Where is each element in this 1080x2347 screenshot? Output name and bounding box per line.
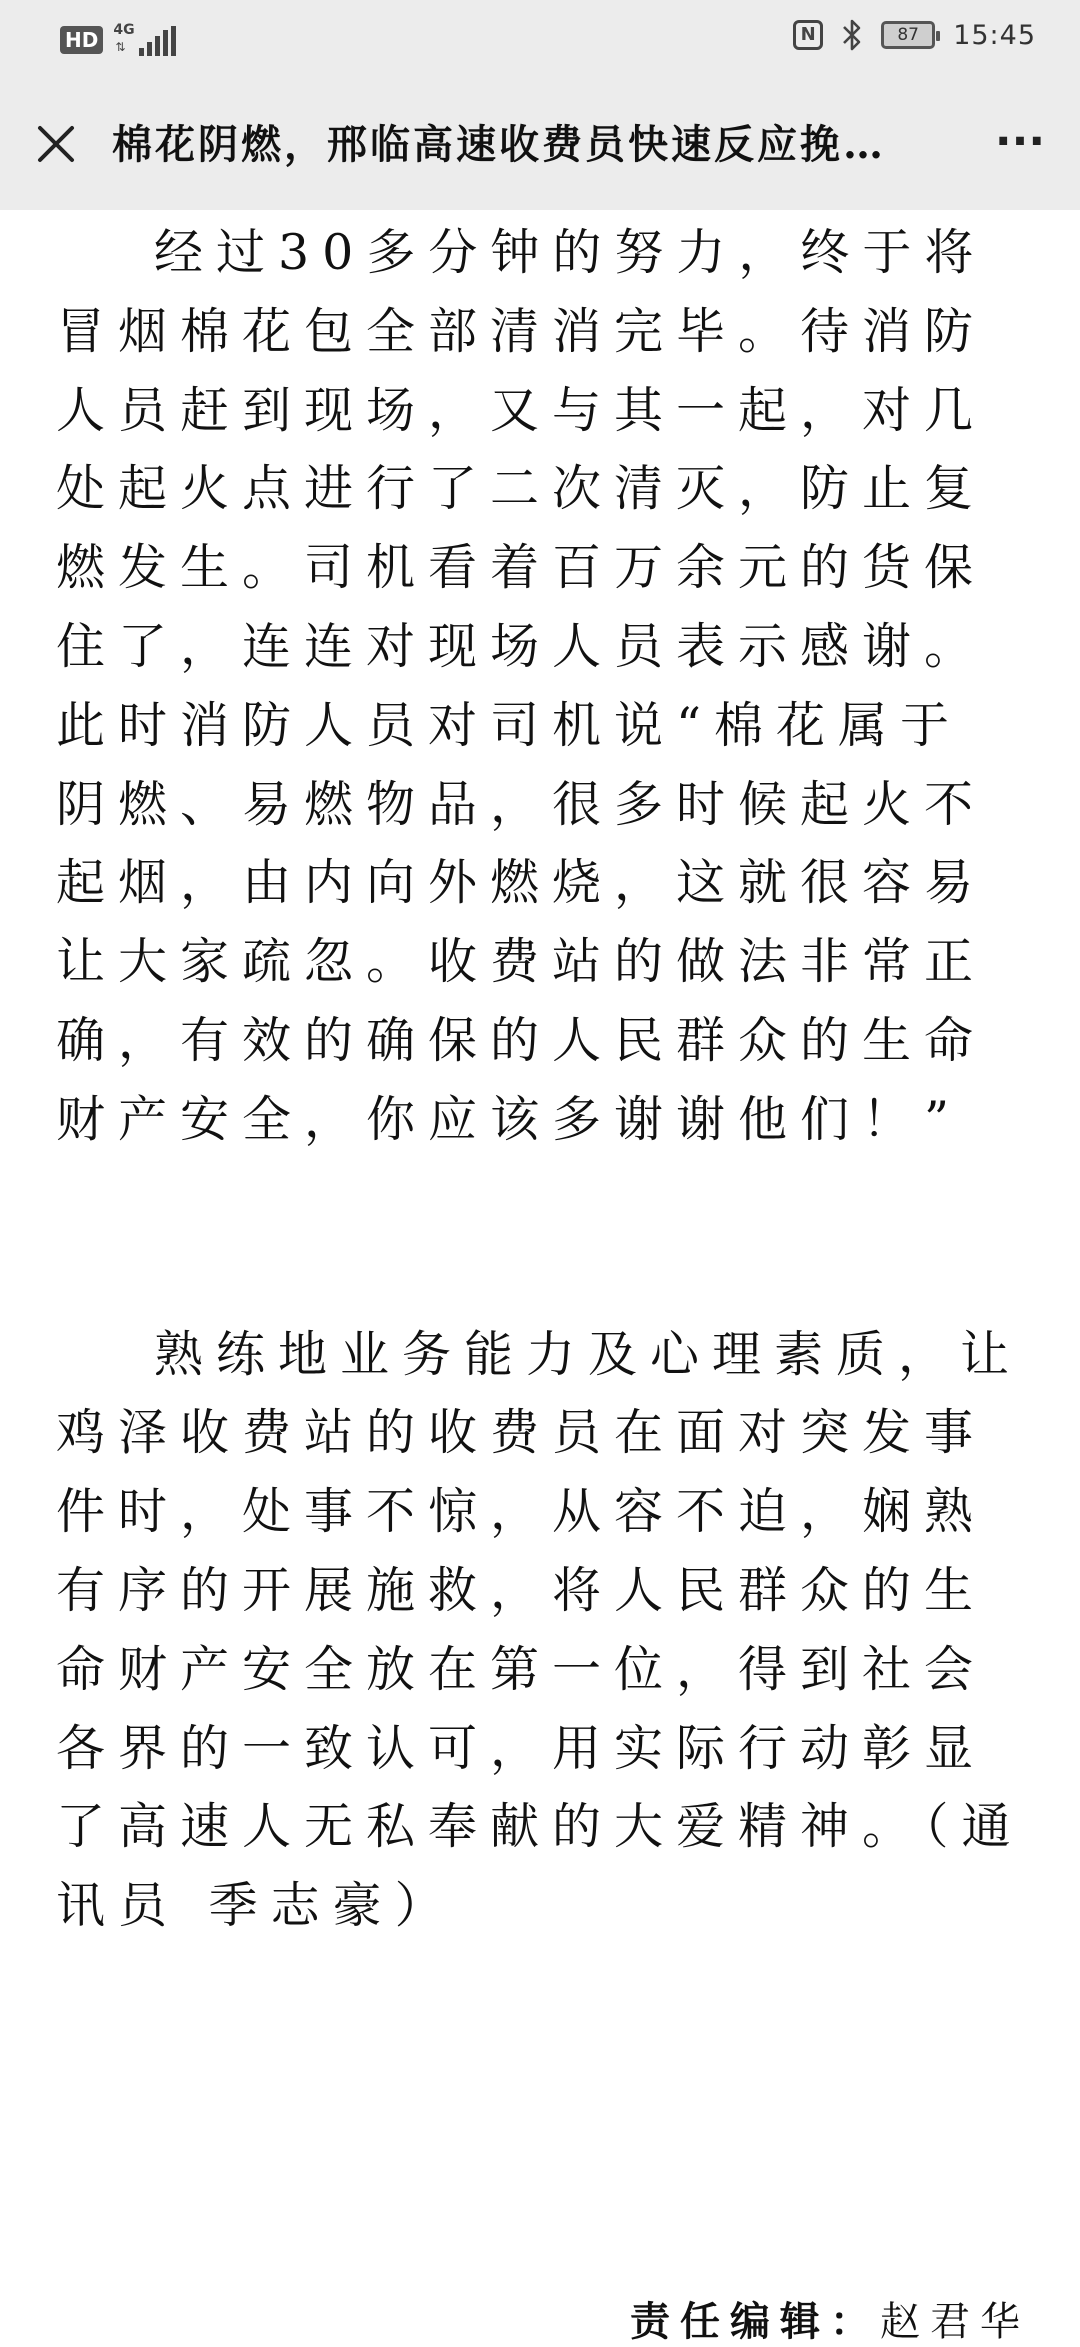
clock: 15:45 <box>953 19 1036 51</box>
title-bar <box>0 78 1080 210</box>
article-paragraph: 经过30多分钟的努力，终于将冒烟棉花包全部清消完毕。待消防人员赶到现场，又与其一起，对几处起火点进行了二次清灭，防止复燃发生。司机看着百万余元的货保住了，连连对现场人员表示感谢。此时消防人员对司机说“棉花属于阴燃、易燃物品，很多时候起火不起烟，由内向外燃烧，这就很容易让大家疏忽。收费站的做法非常正确，有效的确保的人民群众的生命财产安全，你应该多谢谢他们！” <box>56 224 987 1148</box>
data-arrows-icon: ⇅ <box>115 40 126 54</box>
bluetooth-icon <box>841 18 863 52</box>
editor-label: 责任编辑： <box>630 2298 880 2345</box>
status-left <box>60 20 183 60</box>
nfc-icon: N <box>793 20 823 50</box>
network-type: 4G <box>113 22 135 38</box>
status-bar <box>0 0 1080 78</box>
article-paragraph: 熟练地业务能力及心理素质，让鸡泽收费站的收费员在面对突发事件时，处事不惊，从容不迫，娴熟有序的开展施救，将人民群众的生命财产安全放在第一位，得到社会各界的一致认可，用实际行动彰显了高速人无私奉献的大爱精神。（通讯员 季志豪） <box>56 1325 1024 1935</box>
article-body <box>56 214 1024 1946</box>
status-right <box>793 18 1036 52</box>
battery-icon <box>881 21 935 49</box>
hd-badge: HD <box>60 26 103 54</box>
editor-name: 赵君华 <box>880 2299 1030 2345</box>
editor-credit <box>630 2290 1030 2347</box>
battery-level: 87 <box>897 25 919 45</box>
more-icon[interactable]: ··· <box>994 116 1046 167</box>
close-icon[interactable] <box>28 116 84 172</box>
signal-bars <box>139 26 176 56</box>
signal-icon <box>113 20 183 60</box>
page-title: 棉花阴燃，邢临高速收费员快速反应挽… <box>112 122 886 168</box>
